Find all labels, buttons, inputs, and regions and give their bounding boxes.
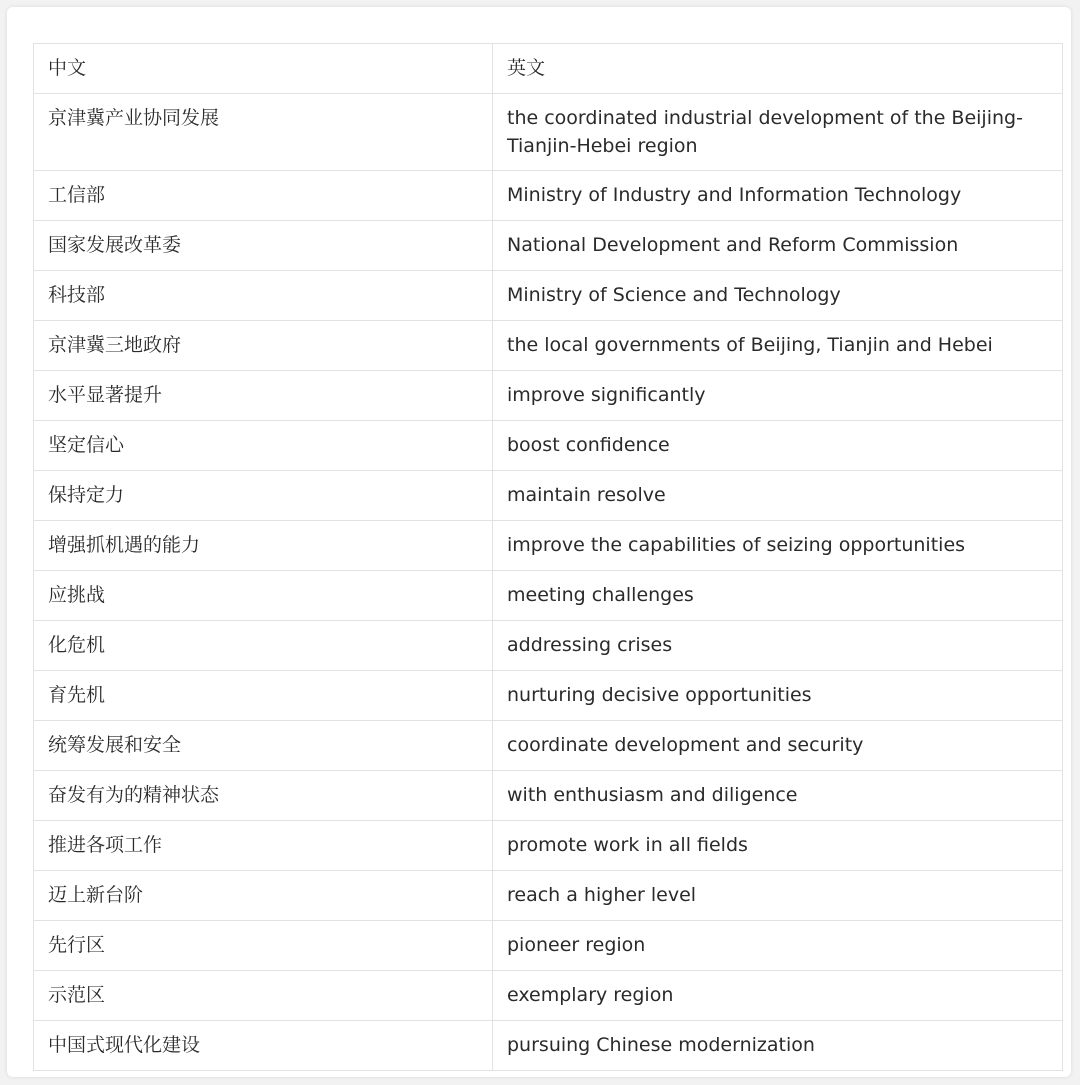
cell-chinese-term: 水平显著提升 (34, 371, 493, 421)
cell-chinese-term: 坚定信心 (34, 421, 493, 471)
cell-chinese-term: 应挑战 (34, 571, 493, 621)
cell-chinese-term: 京津冀产业协同发展 (34, 94, 493, 171)
table-row (34, 921, 1063, 971)
cell-english-term: pursuing Chinese modernization (493, 1021, 1063, 1071)
cell-english-term: addressing crises (493, 621, 1063, 671)
table-row (34, 771, 1063, 821)
cell-english-term: coordinate development and security (493, 721, 1063, 771)
table-row (34, 871, 1063, 921)
cell-english-term: National Development and Reform Commission (493, 221, 1063, 271)
table-row (34, 721, 1063, 771)
table-row (34, 621, 1063, 671)
column-header-chinese: 中文 (34, 44, 493, 94)
table-row (34, 521, 1063, 571)
cell-english-term: meeting challenges (493, 571, 1063, 621)
table-row (34, 371, 1063, 421)
cell-chinese-term: 国家发展改革委 (34, 221, 493, 271)
column-header-english: 英文 (493, 44, 1063, 94)
table-row (34, 471, 1063, 521)
cell-english-term: exemplary region (493, 971, 1063, 1021)
table-row (34, 1021, 1063, 1071)
table-row (34, 571, 1063, 621)
cell-chinese-term: 统筹发展和安全 (34, 721, 493, 771)
cell-chinese-term: 增强抓机遇的能力 (34, 521, 493, 571)
cell-english-term: improve the capabilities of seizing opportunities (493, 521, 1063, 571)
content-card (7, 7, 1071, 1077)
header-row (34, 44, 1063, 94)
table-body (34, 94, 1063, 1071)
cell-english-term: nurturing decisive opportunities (493, 671, 1063, 721)
table-row (34, 821, 1063, 871)
cell-chinese-term: 中国式现代化建设 (34, 1021, 493, 1071)
cell-english-term: pioneer region (493, 921, 1063, 971)
cell-chinese-term: 育先机 (34, 671, 493, 721)
table-row (34, 671, 1063, 721)
cell-english-term: the local governments of Beijing, Tianjin and Hebei (493, 321, 1063, 371)
table-row (34, 221, 1063, 271)
cell-chinese-term: 推进各项工作 (34, 821, 493, 871)
cell-chinese-term: 科技部 (34, 271, 493, 321)
table-row (34, 421, 1063, 471)
cell-english-term: improve significantly (493, 371, 1063, 421)
cell-chinese-term: 化危机 (34, 621, 493, 671)
cell-english-term: Ministry of Science and Technology (493, 271, 1063, 321)
cell-chinese-term: 先行区 (34, 921, 493, 971)
table-header (34, 44, 1063, 94)
cell-english-term: maintain resolve (493, 471, 1063, 521)
cell-english-term: with enthusiasm and diligence (493, 771, 1063, 821)
cell-chinese-term: 示范区 (34, 971, 493, 1021)
table-row (34, 171, 1063, 221)
table-row (34, 971, 1063, 1021)
glossary-table (33, 43, 1063, 1071)
cell-chinese-term: 迈上新台阶 (34, 871, 493, 921)
cell-english-term: promote work in all fields (493, 821, 1063, 871)
table-row (34, 321, 1063, 371)
cell-chinese-term: 奋发有为的精神状态 (34, 771, 493, 821)
cell-english-term: the coordinated industrial development of the Beijing-Tianjin-Hebei region (493, 94, 1063, 171)
cell-chinese-term: 工信部 (34, 171, 493, 221)
cell-chinese-term: 京津冀三地政府 (34, 321, 493, 371)
cell-english-term: Ministry of Industry and Information Technology (493, 171, 1063, 221)
table-row (34, 271, 1063, 321)
cell-english-term: boost confidence (493, 421, 1063, 471)
cell-english-term: reach a higher level (493, 871, 1063, 921)
table-row (34, 94, 1063, 171)
cell-chinese-term: 保持定力 (34, 471, 493, 521)
